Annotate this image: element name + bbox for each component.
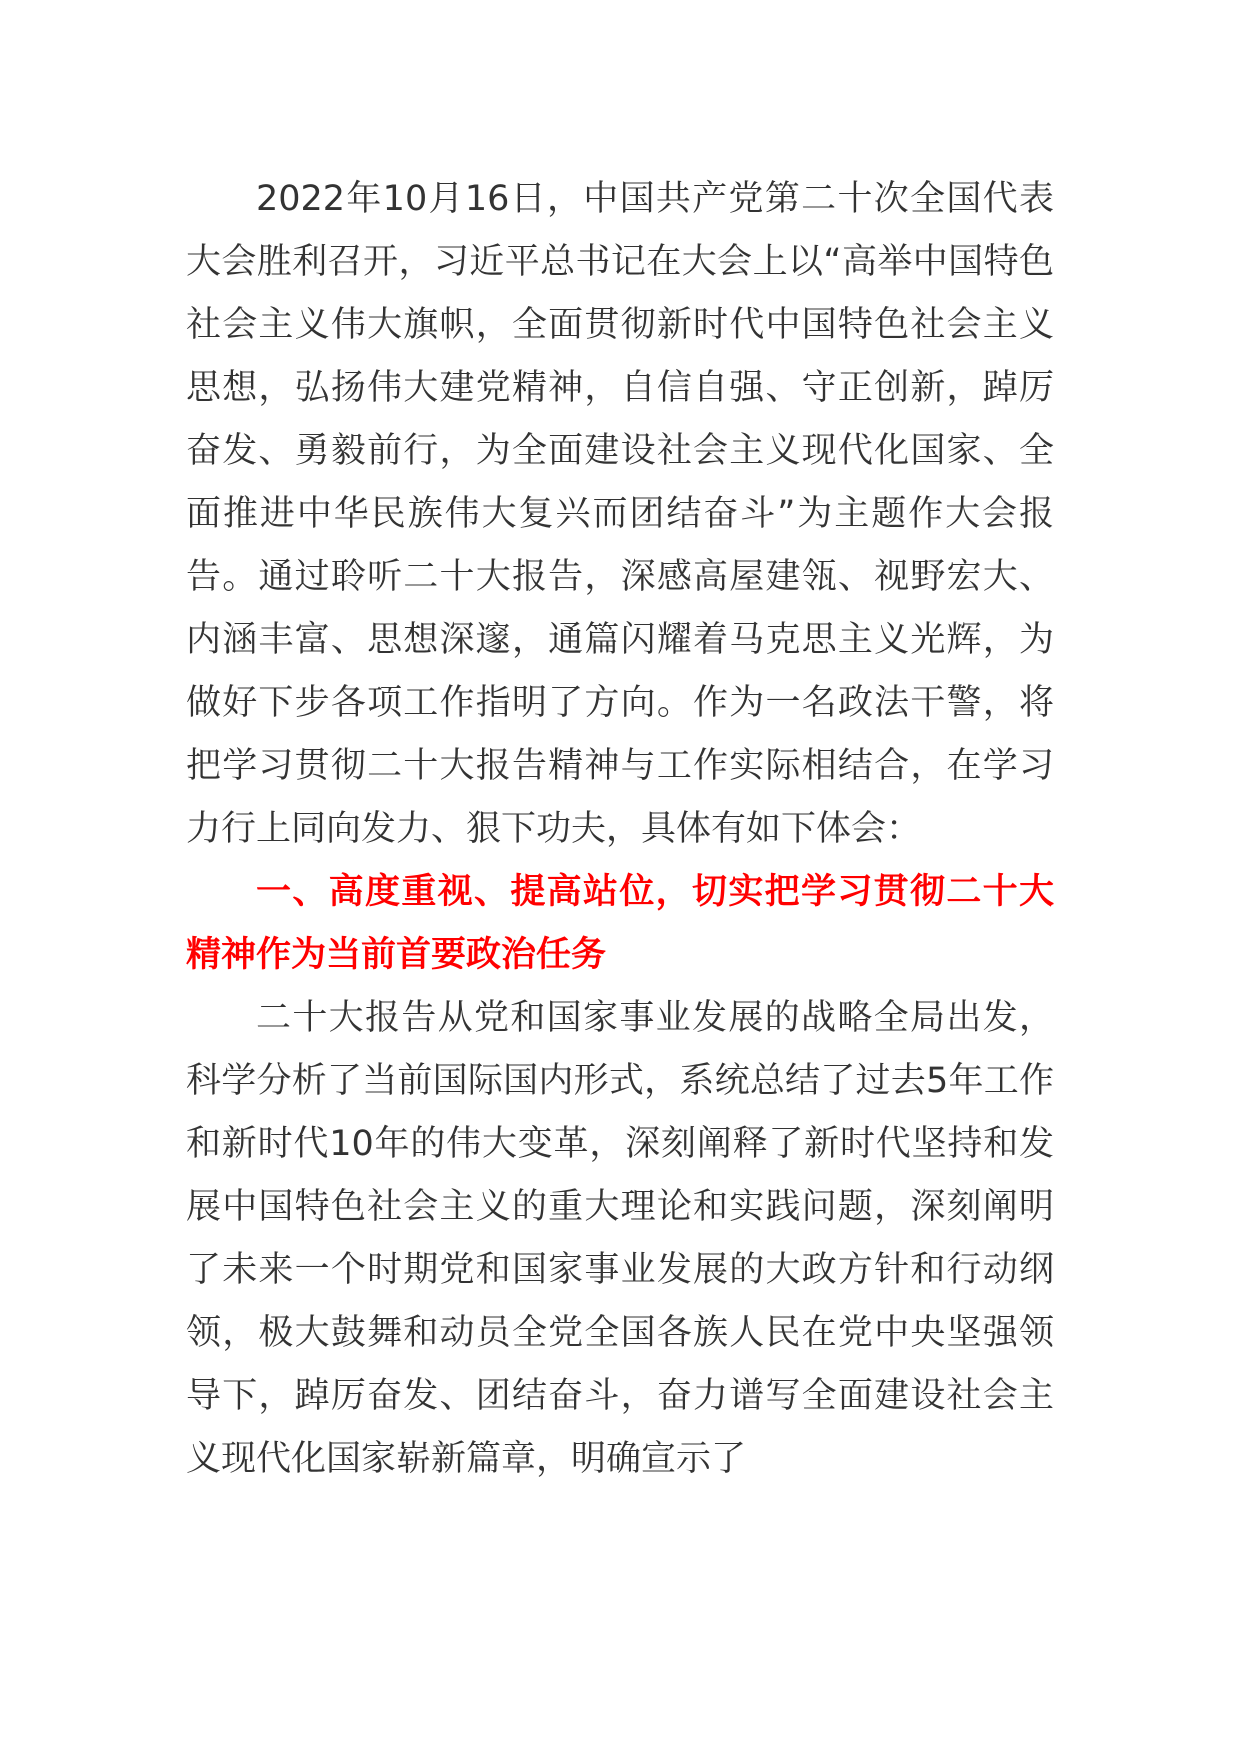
section-heading-1: 一、高度重视、提高站位，切实把学习贯彻二十大精神作为当前首要政治任务 [186, 872, 1054, 975]
section-1-paragraph: 二十大报告从党和国家事业发展的战略全局出发，科学分析了当前国际国内形式，系统总结了过去5年工作和新时代10年的伟大变革，深刻阐释了新时代坚持和发展中国特色社会主义的重大理论和实践问题，深刻阐明了未来一个时期党和国家事业发展的大政方针和行动纲领，极大鼓舞和动员全党全国各族人民在党中央坚强领导下，踔厉奋发、团结奋斗，奋力谱写全面建设社会主义现代化国家崭新篇章，明确宣示了 [186, 998, 1054, 1479]
document-body [186, 168, 1054, 1491]
intro-paragraph: 2022年10月16日，中国共产党第二十次全国代表大会胜利召开，习近平总书记在大会上以“高举中国特色社会主义伟大旗帜，全面贯彻新时代中国特色社会主义思想，弘扬伟大建党精神，自信自强、守正创新，踔厉奋发、勇毅前行，为全面建设社会主义现代化国家、全面推进中华民族伟大复兴而团结奋斗”为主题作大会报告。通过聆听二十大报告，深感高屋建瓴、视野宏大、内涵丰富、思想深邃，通篇闪耀着马克思主义光辉，为做好下步各项工作指明了方向。作为一名政法干警，将把学习贯彻二十大报告精神与工作实际相结合，在学习力行上同向发力、狠下功夫，具体有如下体会： [186, 179, 1054, 849]
